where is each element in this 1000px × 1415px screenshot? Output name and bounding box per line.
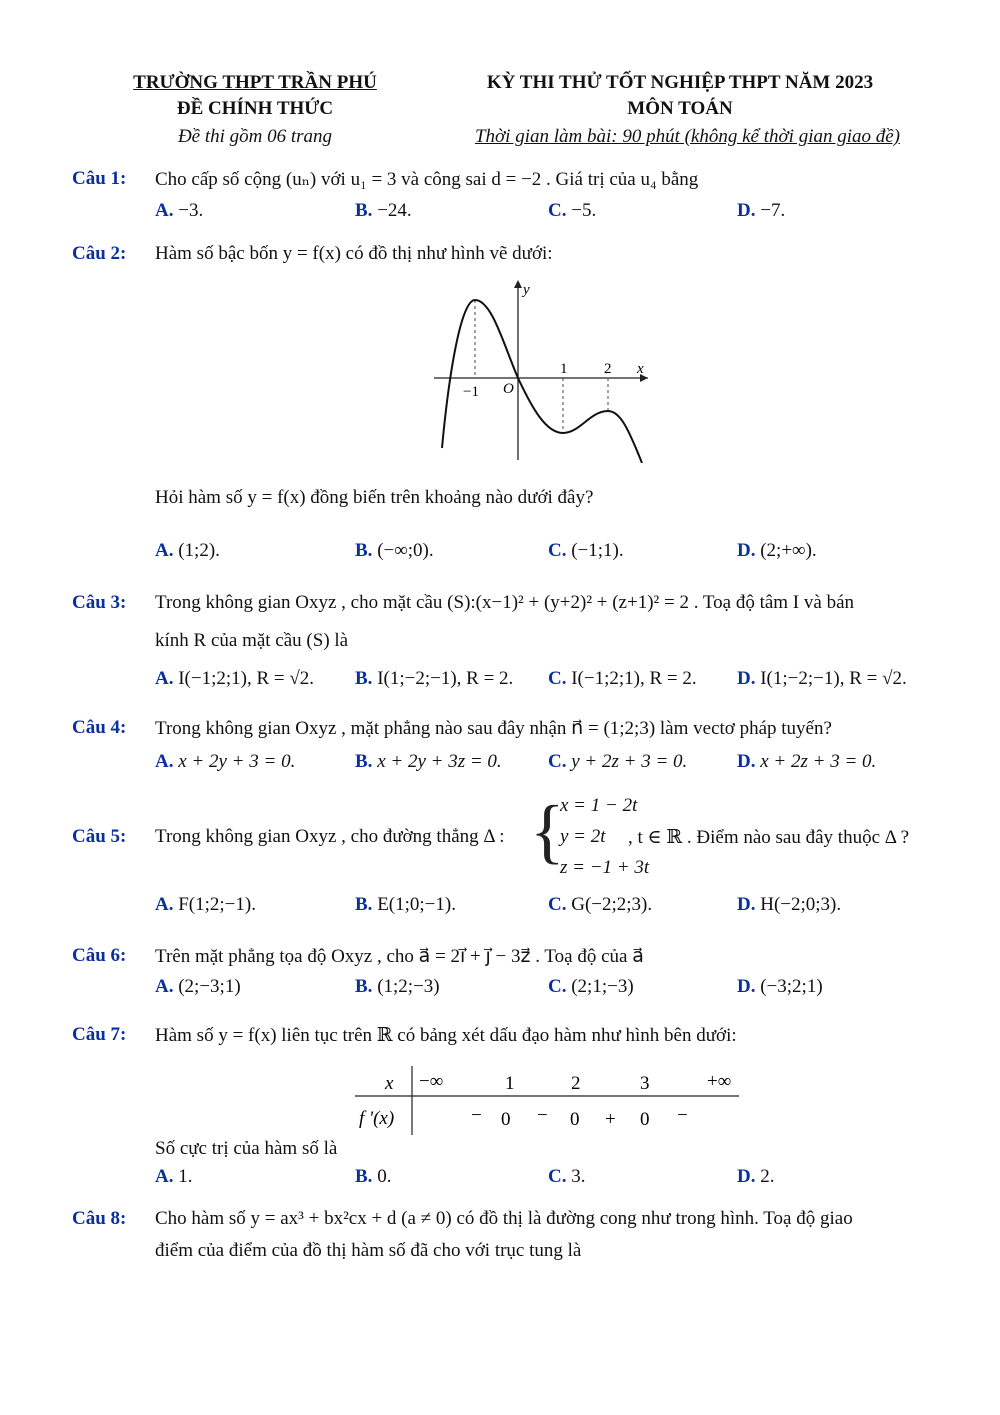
q1-option-b[interactable]: B. −24. <box>355 200 412 221</box>
y-axis-label: y <box>523 282 530 298</box>
q1-text: Cho cấp số cộng (uₙ) với u₁ = 3 và công sai d = −2 . Giá trị của u₄ bằng <box>155 169 699 190</box>
q2-option-b[interactable]: B. (−∞;0). <box>355 540 434 561</box>
q4-option-a[interactable]: A. x + 2y + 3 = 0. <box>155 751 296 772</box>
q6-label: Câu 6: <box>72 945 127 966</box>
x-neg-inf: −∞ <box>419 1071 444 1092</box>
q7-option-b[interactable]: B. 0. <box>355 1166 392 1187</box>
q5-option-a[interactable]: A. F(1;2;−1). <box>155 894 256 915</box>
q2-option-c[interactable]: C. (−1;1). <box>548 540 624 561</box>
q2-label: Câu 2: <box>72 243 127 264</box>
q4-option-c[interactable]: C. y + 2z + 3 = 0. <box>548 751 688 772</box>
x-val-3: 3 <box>640 1073 650 1094</box>
q2-option-a[interactable]: A. (1;2). <box>155 540 220 561</box>
q3-option-b[interactable]: B. I(1;−2;−1), R = 2. <box>355 668 514 689</box>
q5-system-eq1: x = 1 − 2t <box>560 795 638 816</box>
q7-option-d[interactable]: D. 2. <box>737 1166 775 1187</box>
q6-text: Trên mặt phẳng tọa độ Oxyz , cho a⃗ = 2i⃗ + j⃗ − 3z⃗ . Toạ độ của a⃗ <box>155 946 644 967</box>
q3-option-c[interactable]: C. I(−1;2;1), R = 2. <box>548 668 697 689</box>
q5-text-after: , t ∈ ℝ . Điểm nào sau đây thuộc Δ ? <box>628 827 910 848</box>
tick-neg1-label: −1 <box>463 384 479 400</box>
sign-1: − <box>471 1105 482 1126</box>
q7-label: Câu 7: <box>72 1024 127 1045</box>
q3-text: Trong không gian Oxyz , cho mặt cầu (S):(x−1)² + (y+2)² + (z+1)² = 2 . Toạ độ tâm I và bán <box>155 592 855 613</box>
zero-3: 0 <box>640 1109 650 1130</box>
row1-label: x <box>385 1073 394 1094</box>
q6-option-a[interactable]: A. (2;−3;1) <box>155 976 241 997</box>
q8-label: Câu 8: <box>72 1208 127 1229</box>
function-curve <box>442 300 642 463</box>
q1-option-a[interactable]: A. −3. <box>155 200 204 221</box>
row2-label: f '(x) <box>359 1108 395 1129</box>
q2-text: Hàm số bậc bốn y = f(x) có đồ thị như hình vẽ dưới: <box>155 243 553 264</box>
q7-option-a[interactable]: A. 1. <box>155 1166 193 1187</box>
sign-table <box>355 1063 745 1139</box>
time-limit: Thời gian làm bài: 90 phút (không kể thời gian giao đề) <box>474 126 901 147</box>
q5-system-eq3: z = −1 + 3t <box>560 857 650 878</box>
q7-followup: Số cực trị của hàm số là <box>155 1138 338 1159</box>
exam-title: KỲ THI THỬ TỐT NGHIỆP THPT NĂM 2023 <box>486 72 874 93</box>
origin-label: O <box>503 381 514 397</box>
official-label: ĐỀ CHÍNH THỨC <box>176 98 334 119</box>
q2-followup: Hỏi hàm số y = f(x) đồng biến trên khoảng nào dưới đây? <box>155 487 594 508</box>
x-val-2: 2 <box>571 1073 581 1094</box>
q5-option-d[interactable]: D. H(−2;0;3). <box>737 894 842 915</box>
subject-title: MÔN TOÁN <box>627 98 733 119</box>
x-axis-label: x <box>637 361 644 377</box>
q7-text: Hàm số y = f(x) liên tục trên ℝ có bảng xét dấu đạo hàm như hình bên dưới: <box>155 1025 737 1046</box>
zero-2: 0 <box>570 1109 580 1130</box>
system-brace: { <box>530 791 565 871</box>
q2-option-d[interactable]: D. (2;+∞). <box>737 540 817 561</box>
q1-label: Câu 1: <box>72 168 127 189</box>
zero-1: 0 <box>501 1109 511 1130</box>
q5-label: Câu 5: <box>72 826 127 847</box>
q5-system-eq2: y = 2t <box>560 826 606 847</box>
q5-option-b[interactable]: B. E(1;0;−1). <box>355 894 456 915</box>
q5-text-before: Trong không gian Oxyz , cho đường thẳng Δ : <box>155 826 505 847</box>
q3-option-d[interactable]: D. I(1;−2;−1), R = √2. <box>737 668 907 689</box>
q4-label: Câu 4: <box>72 717 127 738</box>
y-axis-arrow <box>514 280 522 288</box>
q8-text-line2: điểm của điểm của đồ thị hàm số đã cho với trục tung là <box>155 1240 582 1261</box>
q4-option-b[interactable]: B. x + 2y + 3z = 0. <box>355 751 502 772</box>
tick-2-label: 2 <box>604 361 612 377</box>
q4-text: Trong không gian Oxyz , mặt phẳng nào sau đây nhận n⃗ = (1;2;3) làm vectơ pháp tuyến? <box>155 718 832 739</box>
q1-option-c[interactable]: C. −5. <box>548 200 597 221</box>
q5-option-c[interactable]: C. G(−2;2;3). <box>548 894 653 915</box>
q7-option-c[interactable]: C. 3. <box>548 1166 586 1187</box>
q3-text-line2: kính R của mặt cầu (S) là <box>155 630 349 651</box>
sign-2: − <box>537 1105 548 1126</box>
q6-option-d[interactable]: D. (−3;2;1) <box>737 976 823 997</box>
q1-option-d[interactable]: D. −7. <box>737 200 786 221</box>
q2-graph <box>430 278 660 463</box>
page-count: Đề thi gồm 06 trang <box>177 126 333 147</box>
sign-4: − <box>677 1105 688 1126</box>
q6-option-c[interactable]: C. (2;1;−3) <box>548 976 634 997</box>
sign-3: + <box>605 1109 616 1130</box>
tick-1-label: 1 <box>560 361 568 377</box>
q3-option-a[interactable]: A. I(−1;2;1), R = √2. <box>155 668 315 689</box>
q3-label: Câu 3: <box>72 592 127 613</box>
school-name: TRƯỜNG THPT TRẦN PHÚ <box>133 72 377 93</box>
q4-option-d[interactable]: D. x + 2z + 3 = 0. <box>737 751 877 772</box>
q8-text: Cho hàm số y = ax³ + bx²cx + d (a ≠ 0) có đồ thị là đường cong như trong hình. Toạ độ giao <box>155 1208 853 1229</box>
x-pos-inf: +∞ <box>707 1071 732 1092</box>
q6-option-b[interactable]: B. (1;2;−3) <box>355 976 440 997</box>
x-val-1: 1 <box>505 1073 515 1094</box>
